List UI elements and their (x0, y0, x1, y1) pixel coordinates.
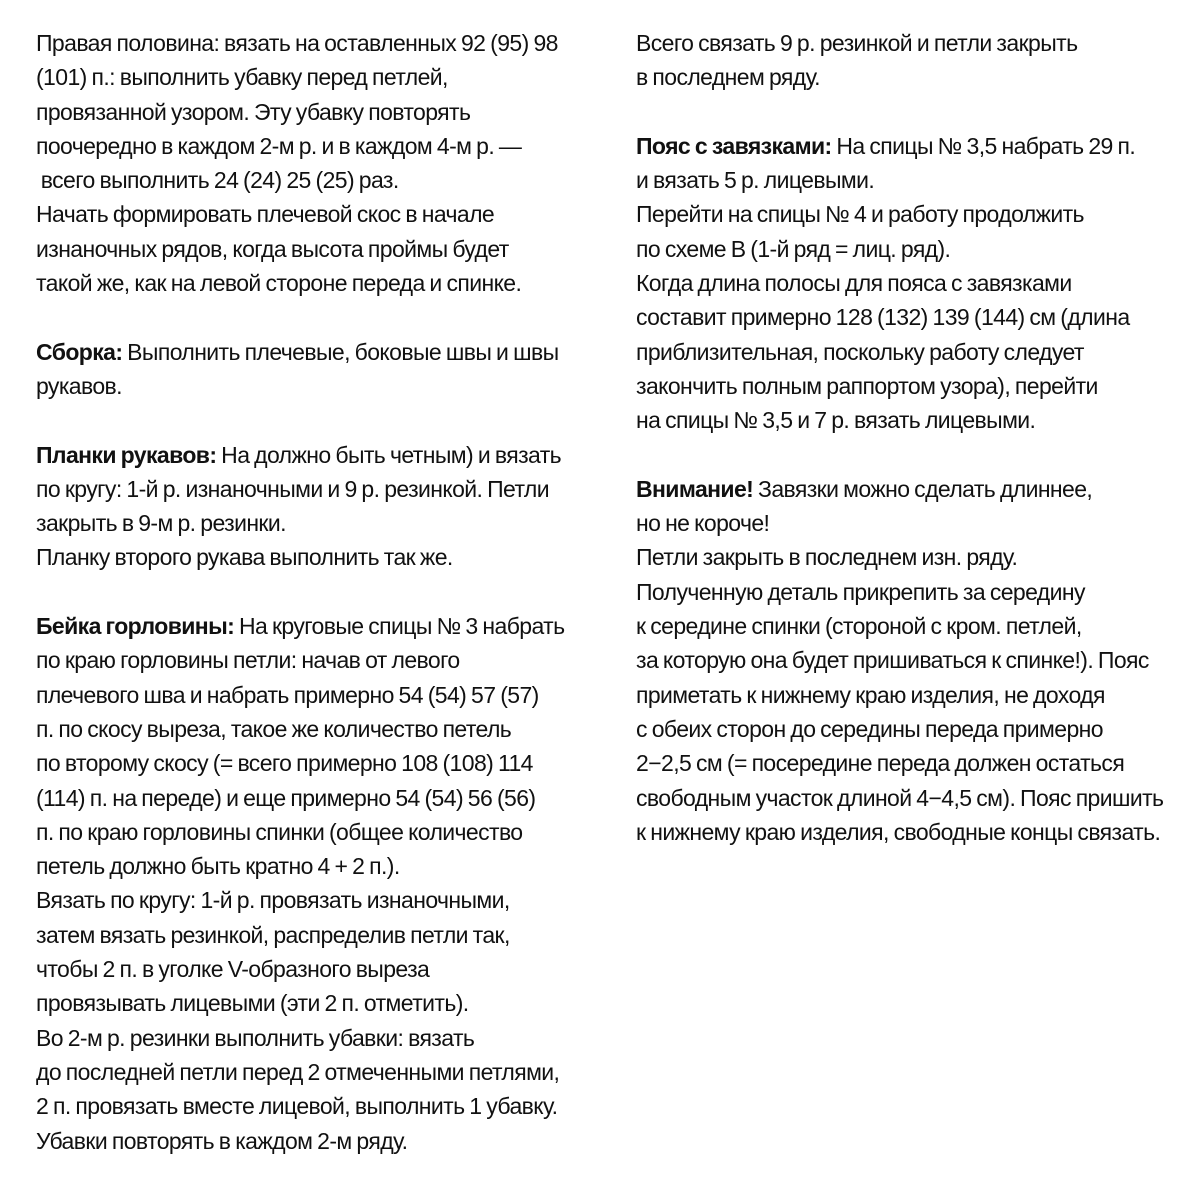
text-line: Во 2-м р. резинки выполнить убавки: вязать (36, 1024, 475, 1051)
heading-line-text: На круговые спицы № 3 набрать (234, 613, 565, 640)
text-line: составит примерно 128 (132) 139 (144) см (длина (636, 304, 1130, 331)
text-line: Вязать по кругу: 1-й р. провязать изнаночными, (36, 887, 510, 914)
attention-paragraph (636, 472, 1196, 849)
text-line: по краю горловины петли: начав от левого (36, 647, 460, 674)
text-line: приблизительная, поскольку работу следует (636, 338, 1084, 365)
text-line: по второму скосу (= всего примерно 108 (108) 114 (36, 750, 533, 777)
heading-line-text: На должно быть четным) и вязать (216, 441, 562, 468)
text-line: Начать формировать плечевой скос в начале (36, 201, 495, 228)
text-line: затем вязать резинкой, распределив петли так, (36, 921, 510, 948)
text-line: Убавки повторять в каждом 2-м ряду. (36, 1127, 408, 1154)
text-line: на спицы № 3,5 и 7 р. вязать лицевыми. (636, 407, 1036, 434)
text-line: за которую она будет пришиваться к спинке!). Пояс (636, 647, 1149, 674)
text-line (36, 438, 596, 472)
text-line: (101) п.: выполнить убавку перед петлей, (36, 64, 448, 91)
text-line: к середине спинки (стороной с кром. петлей, (636, 613, 1082, 640)
right-half-paragraph (36, 26, 596, 300)
sleeve-bands-paragraph (36, 438, 596, 575)
text-line: Полученную деталь прикрепить за середину (636, 578, 1085, 605)
right-column (636, 26, 1196, 883)
heading-line-text: На спицы № 3,5 набрать 29 п. (831, 132, 1136, 159)
continuation-paragraph (636, 26, 1196, 95)
text-line: чтобы 2 п. в уголке V-образного выреза (36, 956, 430, 983)
text-line: всего выполнить 24 (24) 25 (25) раз. (36, 167, 399, 194)
text-line: но не короче! (636, 510, 770, 537)
section-heading-attention: Внимание! (636, 475, 754, 502)
text-line: петель должно быть кратно 4 + 2 п.). (36, 853, 400, 880)
neckband-paragraph (36, 609, 596, 1158)
text-line: такой же, как на левой стороне переда и спинке. (36, 270, 522, 297)
text-line (36, 335, 596, 369)
text-line: плечевого шва и набрать примерно 54 (54) 57 (57) (36, 681, 539, 708)
text-line: Когда длина полосы для пояса с завязками (636, 270, 1072, 297)
text-line: с обеих сторон до середины переда примерно (636, 715, 1103, 742)
section-heading-neckband: Бейка горловины: (36, 613, 235, 640)
text-line: п. по краю горловины спинки (общее количество (36, 818, 523, 845)
text-line: к нижнему краю изделия, свободные концы связать. (636, 818, 1161, 845)
section-heading-belt: Пояс с завязками: (636, 132, 832, 159)
section-heading-sleeve-bands: Планки рукавов: (36, 441, 217, 468)
text-line: Планку второго рукава выполнить так же. (36, 544, 453, 571)
text-line: Всего связать 9 р. резинкой и петли закрыть (636, 30, 1078, 56)
assembly-paragraph (36, 335, 596, 404)
text-line: до последней петли перед 2 отмеченными петлями, (36, 1058, 560, 1085)
text-line: провязывать лицевыми (эти 2 п. отметить). (36, 990, 469, 1017)
text-line: и вязать 5 р. лицевыми. (636, 167, 875, 194)
text-line: Перейти на спицы № 4 и работу продолжить (636, 201, 1084, 228)
text-line: приметать к нижнему краю изделия, не доходя (636, 681, 1105, 708)
text-line: закончить полным раппортом узора), перейти (636, 372, 1098, 399)
text-line: Правая половина: вязать на оставленных 92 (95) 98 (36, 30, 558, 56)
text-line: провязанной узором. Эту убавку повторять (36, 98, 471, 125)
belt-paragraph (636, 129, 1196, 438)
text-line: 2−2,5 см (= посередине переда должен остаться (636, 750, 1125, 777)
heading-line-text: Завязки можно сделать длиннее, (753, 475, 1093, 502)
text-line (36, 609, 596, 643)
text-line: (114) п. на переде) и еще примерно 54 (54) 56 (56) (36, 784, 536, 811)
text-line: изнаночных рядов, когда высота проймы будет (36, 235, 509, 262)
text-line: по кругу: 1-й р. изнаночными и 9 р. резинкой. Петли (36, 475, 549, 502)
text-line (636, 472, 1196, 506)
text-line: закрыть в 9-м р. резинки. (36, 510, 286, 537)
text-line: 2 п. провязать вместе лицевой, выполнить 1 убавку. (36, 1093, 558, 1120)
text-line: рукавов. (36, 372, 122, 399)
text-line: свободным участок длиной 4−4,5 см). Пояс пришить (636, 784, 1164, 811)
text-line (636, 129, 1196, 163)
text-line: поочередно в каждом 2-м р. и в каждом 4-м р. — (36, 132, 522, 159)
left-column (36, 26, 596, 1192)
text-line: п. по скосу выреза, такое же количество петель (36, 715, 512, 742)
section-heading-assembly: Сборка: (36, 338, 123, 365)
heading-line-text: Выполнить плечевые, боковые швы и швы (122, 338, 559, 365)
text-line: по схеме В (1-й ряд = лиц. ряд). (636, 235, 951, 262)
text-line: Петли закрыть в последнем изн. ряду. (636, 544, 1018, 571)
text-line: в последнем ряду. (636, 64, 820, 91)
